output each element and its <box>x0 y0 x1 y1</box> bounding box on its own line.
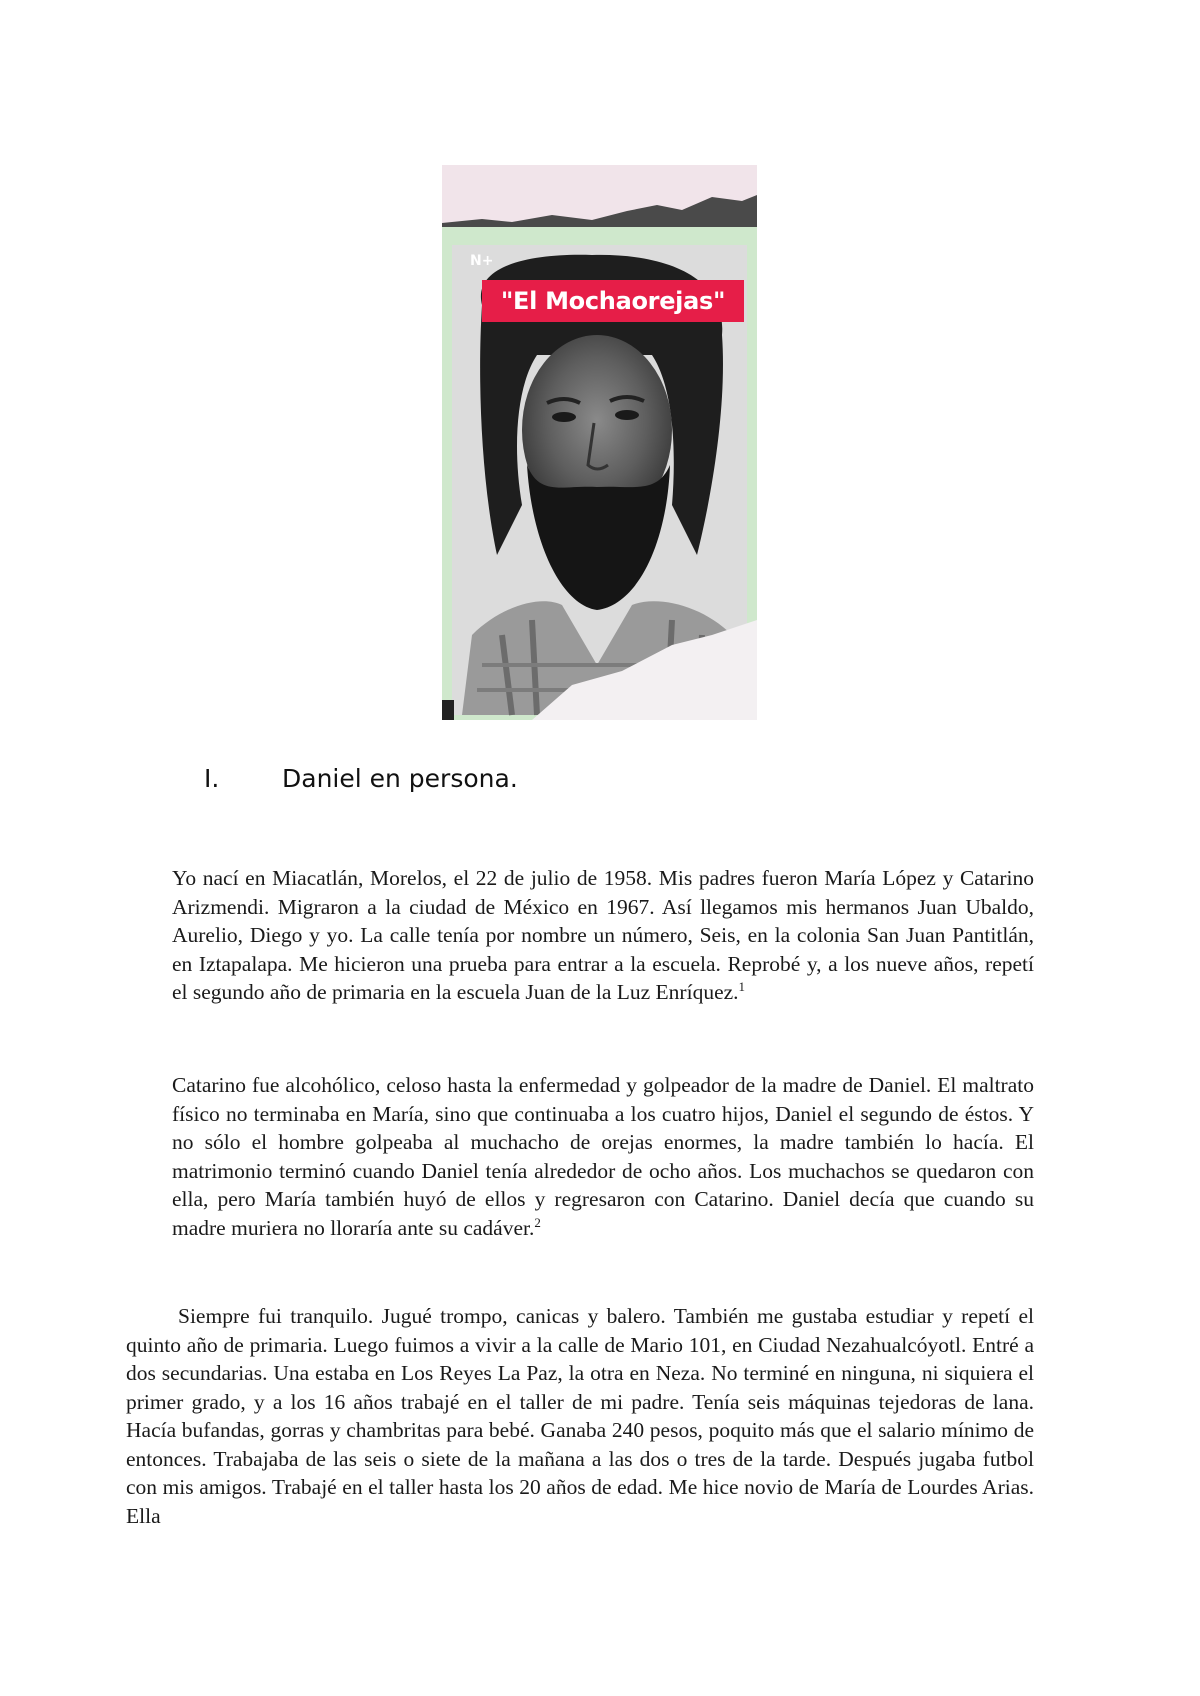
section-title: Daniel en persona. <box>282 764 518 793</box>
network-logo: N+ <box>470 253 494 269</box>
footnote-ref-1[interactable]: 1 <box>738 978 746 994</box>
photo-caption: "El Mochaorejas" <box>482 280 744 322</box>
paragraph-1-text: Yo nací en Miacatlán, Morelos, el 22 de julio de 1958. Mis padres fueron María López y Catarino Arizmendi. Migraron a la ciudad de México en 1967. Así llegamos mis hermanos Juan Ubaldo, Aurelio, Diego y yo. La calle tenía por nombre un número, Seis, en la colonia San Juan Pantitlán, en Iztapalapa. Me hicieron una prueba para entrar a la escuela. Reprobé y, a los nueve años, repetí el segundo año de primaria en la escuela Juan de la Luz Enríquez. <box>172 866 1034 1004</box>
paragraph-3 <box>126 1302 1034 1530</box>
paragraph-2-text: Catarino fue alcohólico, celoso hasta la enfermedad y golpeador de la madre de Daniel. El maltrato físico no terminaba en María, sino que continuaba a los cuatro hijos, Daniel el segundo de éstos. Y no sólo el hombre golpeaba al muchacho de orejas enormes, la madre también lo hacía. El matrimonio terminó cuando Daniel tenía alrededor de ocho años. Los muchachos se quedaron con ella, pero María también huyó de ellos y regresaron con Catarino. Daniel decía que cuando su madre muriera no lloraría ante su cadáver. <box>172 1073 1034 1240</box>
paragraph-3-text: Siempre fui tranquilo. Jugué trompo, canicas y balero. También me gustaba estudiar y repetí el quinto año de primaria. Luego fuimos a vivir a la calle de Mario 101, en Ciudad Nezahualcóyotl. Entré a dos secundarias. Una estaba en Los Reyes La Paz, la otra en Neza. No terminé en ninguna, ni siquiera el primer grado, y a los 16 años trabajé en el taller de mi padre. Tenía seis máquinas tejedoras de lana. Hacía bufandas, gorras y chambritas para bebé. Ganaba 240 pesos, poquito más que el salario mínimo de entonces. Trabajaba de las seis o siete de la mañana a las dos o tres de la tarde. Después jugaba futbol con mis amigos. Trabajé en el taller hasta los 20 años de edad. Me hice novio de María de Lourdes Arias. Ella <box>126 1304 1034 1528</box>
footnote-ref-2[interactable]: 2 <box>534 1214 541 1230</box>
mugshot-illustration <box>442 165 757 720</box>
paragraph-2 <box>172 1071 1034 1242</box>
paragraph-1 <box>172 864 1034 1007</box>
section-number: I. <box>204 764 220 793</box>
mugshot-photo <box>442 165 757 720</box>
